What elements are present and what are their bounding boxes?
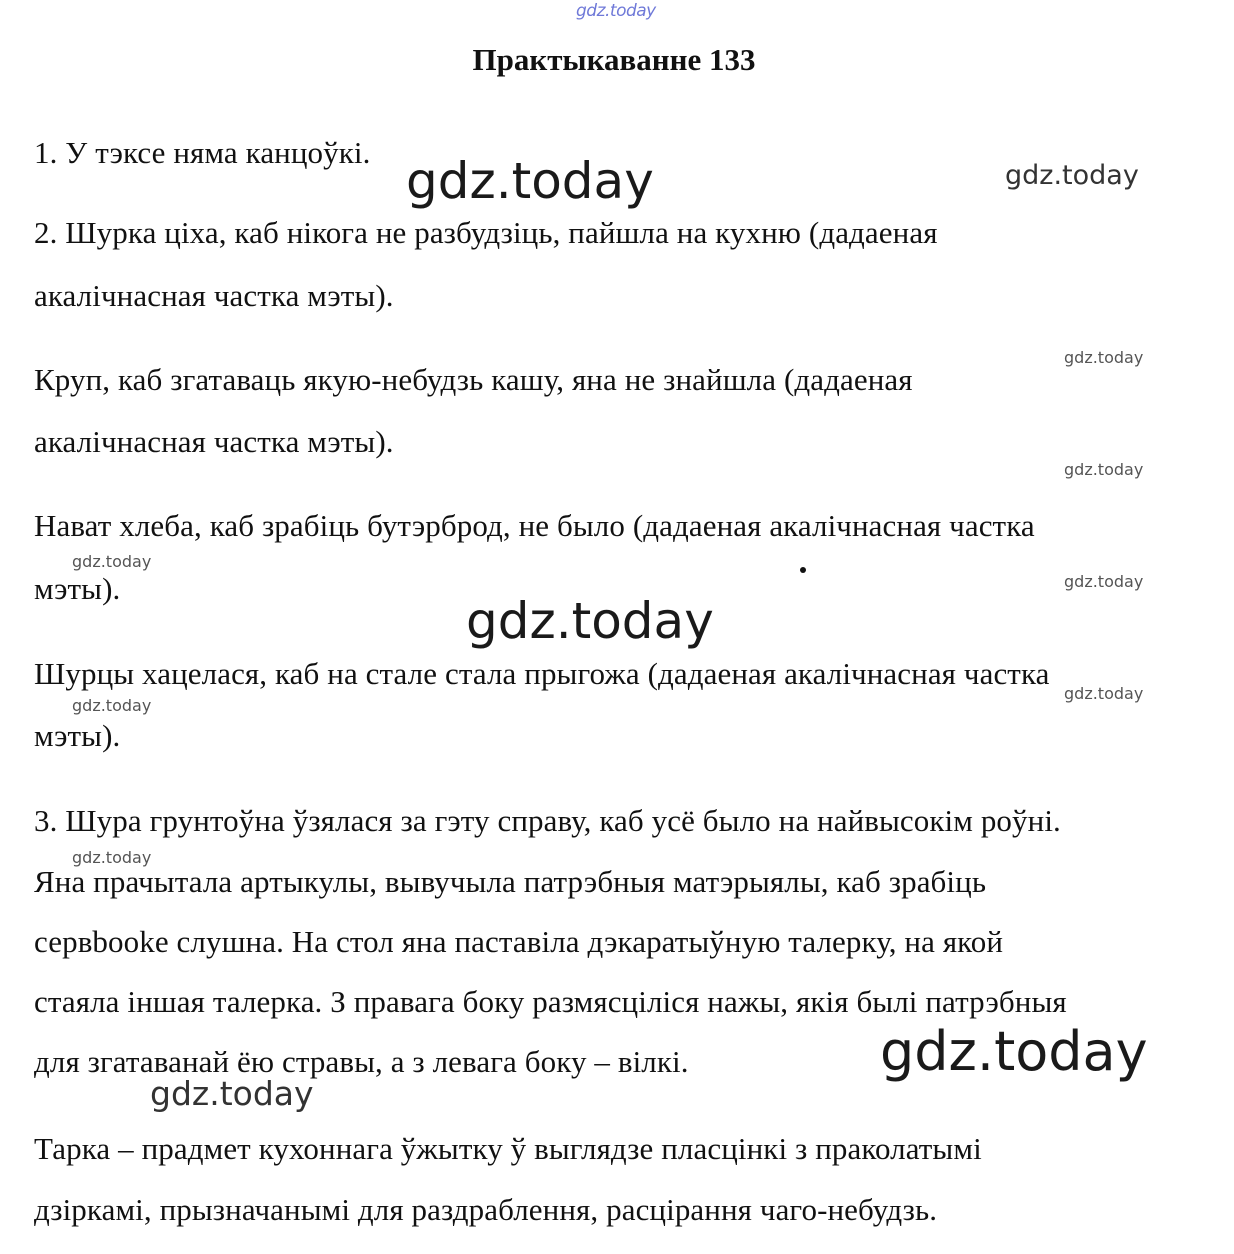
watermark-small: gdz.today [1064, 572, 1144, 591]
watermark-small: gdz.today [1064, 460, 1144, 479]
answer-line-16: дзіркамі, прызначанымі для раздраблення, расцірання чаго-небудзь. [34, 1192, 938, 1227]
watermark-top: gdz.today [576, 1, 656, 21]
stray-dot [800, 567, 806, 573]
answer-line-13: стаяла іншая талерка. З правага боку размясціліся нажы, якія былі патрэбныя [34, 984, 1067, 1019]
answer-line-3: акалічнасная частка мэты). [34, 278, 394, 313]
answer-line-4: Круп, каб згатаваць якую-небудзь кашу, яна не знайшла (дадаеная [34, 362, 913, 397]
watermark-small: gdz.today [72, 848, 152, 867]
page-title: Практыкаванне 133 [472, 42, 756, 77]
answer-line-11: Яна прачытала артыкулы, вывучыла патрэбныя матэрыялы, каб зрабіць [34, 864, 987, 899]
watermark-large: gdz.today [466, 592, 714, 650]
answer-line-1: 1. У тэксе няма канцоўкі. [34, 135, 371, 170]
watermark-medium: gdz.today [1005, 160, 1139, 191]
answer-line-8: Шурцы хацелася, каб на стале стала прыгожа (дадаеная акалічнасная частка [34, 656, 1050, 691]
answer-line-10: 3. Шура грунтоўна ўзялася за гэту справу, каб усё было на найвысокім роўні. [34, 803, 1061, 838]
watermark-large: gdz.today [880, 1020, 1148, 1083]
watermark-small: gdz.today [72, 552, 152, 571]
answer-line-14: для згатаванай ёю стравы, а з левага боку – вілкі. [34, 1044, 689, 1079]
answer-line-6: Нават хлеба, каб зрабіць бутэрброд, не было (дадаеная акалічнасная частка [34, 508, 1035, 543]
answer-line-15: Тарка – прадмет кухоннага ўжытку ў выглядзе пласцінкі з праколатымі [34, 1131, 982, 1166]
answer-line-12: сервbooke слушна. На стол яна паставіла дэкаратыўную талерку, на якой [34, 924, 1004, 959]
watermark-small: gdz.today [1064, 684, 1144, 703]
answer-line-7: мэты). [34, 571, 121, 606]
watermark-large: gdz.today [406, 152, 654, 210]
watermark-medium: gdz.today [150, 1074, 314, 1113]
answer-line-9: мэты). [34, 718, 121, 753]
answer-line-5: акалічнасная частка мэты). [34, 424, 394, 459]
answer-line-2: 2. Шурка ціха, каб нікога не разбудзіць, пайшла на кухню (дадаеная [34, 215, 938, 250]
watermark-small: gdz.today [72, 696, 152, 715]
watermark-small: gdz.today [1064, 348, 1144, 367]
